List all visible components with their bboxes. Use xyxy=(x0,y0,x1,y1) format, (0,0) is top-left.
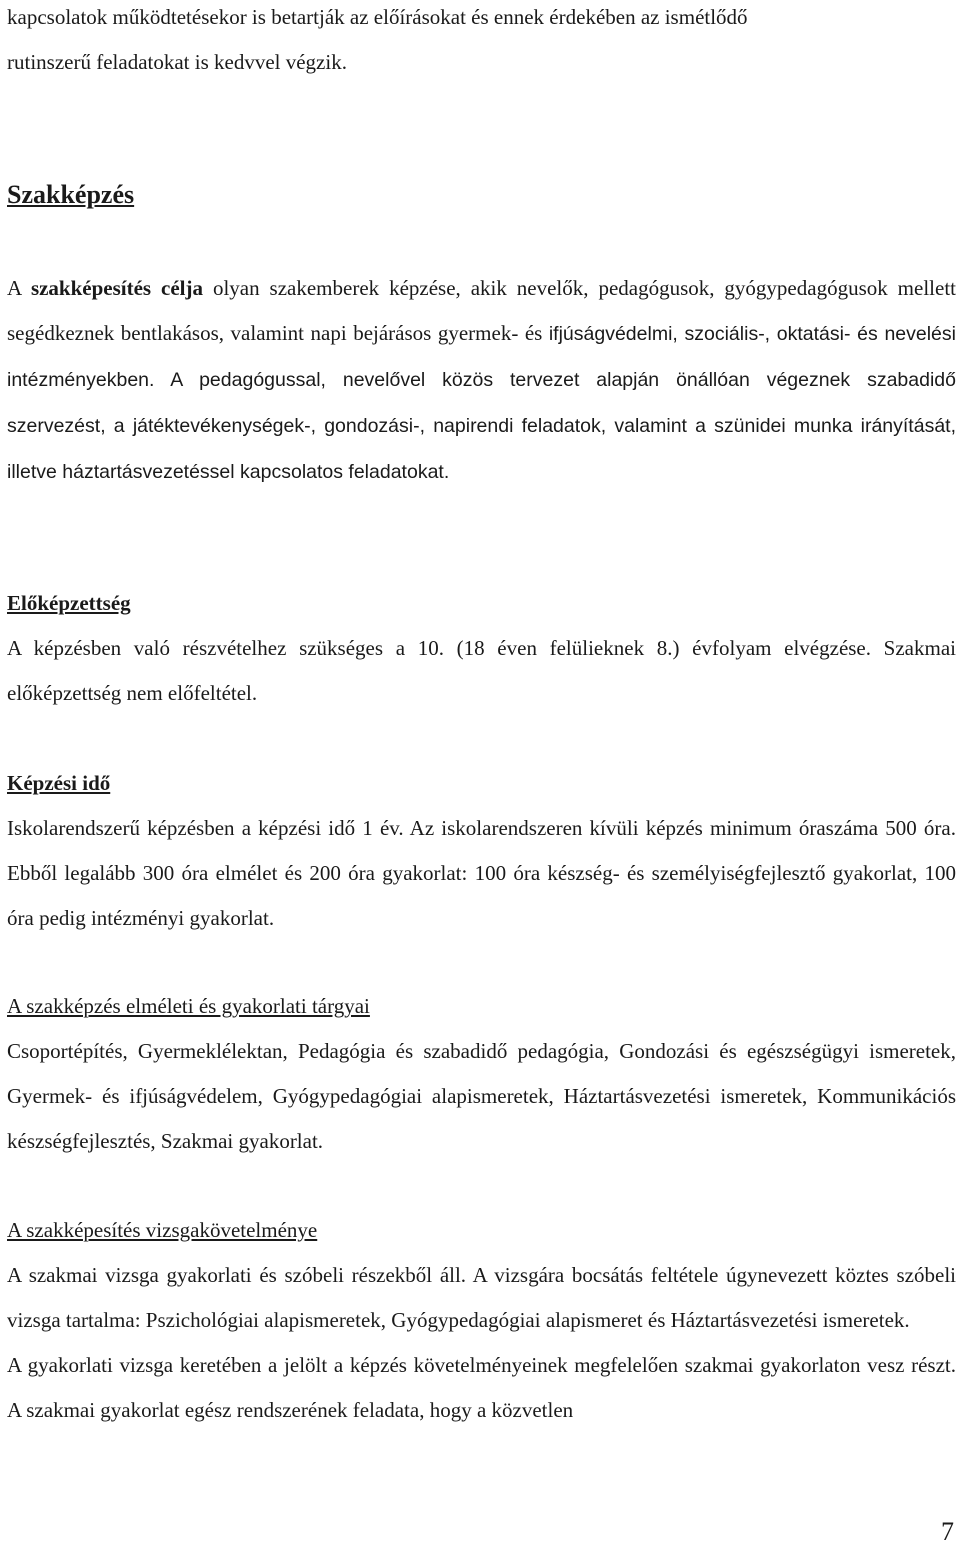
duration-section xyxy=(7,761,956,941)
purpose-sans-text: ifjúságvédelmi, szociális-, oktatási- és nevelési intézményekben. A pedagógussal, nevelővel közös tervezet alapján önállóan végeznek szabadidő szervezést, a játéktevékenységek-, gondozási-, napirendi feladatok, valamint a szünidei munka irányítását, illetve háztartásvezetéssel kapcsolatos feladatokat. xyxy=(7,323,956,483)
subjects-section xyxy=(7,984,956,1164)
prerequisite-heading: Előképzettség xyxy=(7,591,131,615)
exam-text-1: A szakmai vizsga gyakorlati és szóbeli részekből áll. A vizsgára bocsátás feltétele úgynevezett köztes szóbeli vizsga tartalma: Pszichológiai alapismeretek, Gyógypedagógiai alapismeret és Háztartásvezetési ismeretek. xyxy=(7,1263,956,1332)
page-number: 7 xyxy=(941,1517,954,1546)
purpose-paragraph xyxy=(7,266,956,495)
purpose-text: olyan szakemberek képzése, akik nevelők, pedagógusok, gyógypedagógusok mellett segédkeznek bentlakásos, valamint napi bejárásos gyermek- és xyxy=(7,276,956,345)
exam-text-2: A gyakorlati vizsga keretében a jelölt a képzés követelményeinek megfelelően szakmai gyakorlaton vesz részt. A szakmai gyakorlat egész rendszerének feladata, hogy a közvetlen xyxy=(7,1353,956,1422)
subjects-heading: A szakképzés elméleti és gyakorlati tárgyai xyxy=(7,994,370,1018)
purpose-bold: szakképesítés célja xyxy=(30,276,204,300)
duration-heading: Képzési idő xyxy=(7,771,111,795)
prerequisite-text: A képzésben való részvételhez szükséges a 10. (18 éven felülieknek 8.) évfolyam elvégzése. Szakmai előképzettség nem előfeltétel. xyxy=(7,636,956,705)
section-title-block xyxy=(7,174,956,219)
purpose-lead: A xyxy=(7,276,31,300)
section-title: Szakképzés xyxy=(7,180,135,209)
subjects-text: Csoportépítés, Gyermeklélektan, Pedagógia és szabadidő pedagógia, Gondozási és egészségügyi ismeretek, Gyermek- és ifjúságvédelem, Gyógypedagógiai alapismeretek, Háztartásvezetési ismeretek, Kommunikációs készségfejlesztés, Szakmai gyakorlat. xyxy=(7,1039,956,1153)
exam-section xyxy=(7,1208,956,1433)
exam-heading: A szakképesítés vizsgakövetelménye xyxy=(7,1218,318,1242)
prerequisite-section xyxy=(7,581,956,716)
intro-line-1: kapcsolatok működtetésekor is betartják az előírásokat és ennek érdekében az ismétlődő xyxy=(7,5,748,29)
intro-paragraph xyxy=(7,0,956,85)
duration-text: Iskolarendszerű képzésben a képzési idő 1 év. Az iskolarendszeren kívüli képzés minimum óraszáma 500 óra. Ebből legalább 300 óra elmélet és 200 óra gyakorlat: 100 óra készség- és személyiségfejlesztő gyakorlat, 100 óra pedig intézményi gyakorlat. xyxy=(7,816,956,930)
intro-line-2: rutinszerű feladatokat is kedvvel végzik. xyxy=(7,50,347,74)
